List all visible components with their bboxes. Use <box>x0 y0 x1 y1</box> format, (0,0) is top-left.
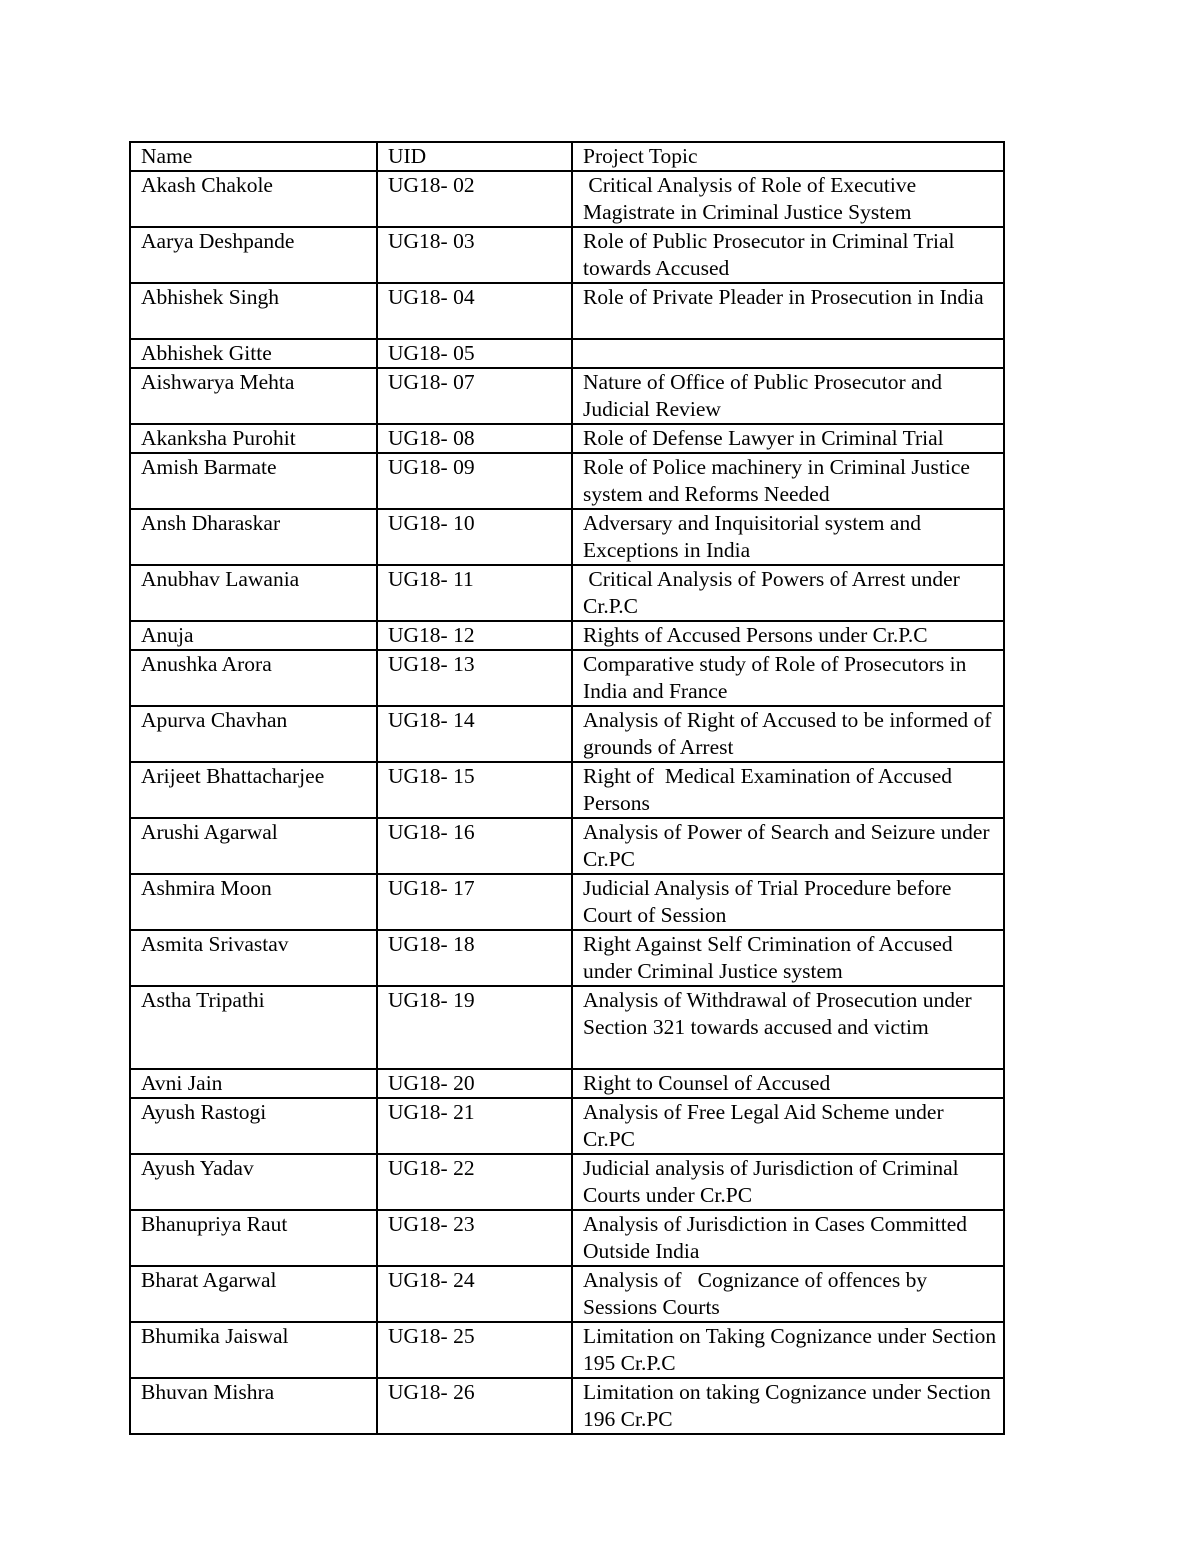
student-uid: UG18- 20 <box>377 1069 572 1098</box>
project-topic: Right to Counsel of Accused <box>572 1069 1004 1098</box>
student-name: Aarya Deshpande <box>130 227 377 283</box>
project-topic: Role of Police machinery in Criminal Justice system and Reforms Needed <box>572 453 1004 509</box>
student-uid: UG18- 21 <box>377 1098 572 1154</box>
student-name: Anushka Arora <box>130 650 377 706</box>
student-name: Astha Tripathi <box>130 986 377 1069</box>
student-uid: UG18- 19 <box>377 986 572 1069</box>
table-row <box>130 509 1004 565</box>
student-name: Asmita Srivastav <box>130 930 377 986</box>
student-name: Amish Barmate <box>130 453 377 509</box>
student-name: Abhishek Gitte <box>130 339 377 368</box>
table-row <box>130 1266 1004 1322</box>
student-name: Ayush Yadav <box>130 1154 377 1210</box>
table-row <box>130 986 1004 1069</box>
student-uid: UG18- 15 <box>377 762 572 818</box>
student-name: Abhishek Singh <box>130 283 377 339</box>
project-topic: Limitation on taking Cognizance under Section 196 Cr.PC <box>572 1378 1004 1434</box>
project-allocation-table <box>129 141 1005 1435</box>
student-uid: UG18- 24 <box>377 1266 572 1322</box>
project-topic: Nature of Office of Public Prosecutor and Judicial Review <box>572 368 1004 424</box>
table-row <box>130 1378 1004 1434</box>
table-row <box>130 1210 1004 1266</box>
table-row <box>130 368 1004 424</box>
student-name: Arushi Agarwal <box>130 818 377 874</box>
table-row <box>130 1154 1004 1210</box>
table-row <box>130 874 1004 930</box>
table-row <box>130 227 1004 283</box>
table-row <box>130 1069 1004 1098</box>
student-uid: UG18- 03 <box>377 227 572 283</box>
student-name: Arijeet Bhattacharjee <box>130 762 377 818</box>
student-uid: UG18- 08 <box>377 424 572 453</box>
table-row <box>130 1098 1004 1154</box>
student-uid: UG18- 05 <box>377 339 572 368</box>
project-topic: Critical Analysis of Role of Executive Magistrate in Criminal Justice System <box>572 171 1004 227</box>
student-uid: UG18- 09 <box>377 453 572 509</box>
project-topic: Critical Analysis of Powers of Arrest under Cr.P.C <box>572 565 1004 621</box>
project-topic: Right of Medical Examination of Accused Persons <box>572 762 1004 818</box>
student-uid: UG18- 23 <box>377 1210 572 1266</box>
student-uid: UG18- 14 <box>377 706 572 762</box>
student-name: Bhumika Jaiswal <box>130 1322 377 1378</box>
project-topic: Limitation on Taking Cognizance under Section 195 Cr.P.C <box>572 1322 1004 1378</box>
student-name: Ashmira Moon <box>130 874 377 930</box>
student-name: Ansh Dharaskar <box>130 509 377 565</box>
student-name: Bhanupriya Raut <box>130 1210 377 1266</box>
table-row <box>130 171 1004 227</box>
table-row <box>130 818 1004 874</box>
project-topic: Rights of Accused Persons under Cr.P.C <box>572 621 1004 650</box>
project-topic: Analysis of Free Legal Aid Scheme under Cr.PC <box>572 1098 1004 1154</box>
table-row <box>130 453 1004 509</box>
student-uid: UG18- 12 <box>377 621 572 650</box>
project-topic: Role of Public Prosecutor in Criminal Trial towards Accused <box>572 227 1004 283</box>
student-name: Apurva Chavhan <box>130 706 377 762</box>
table-row <box>130 650 1004 706</box>
project-topic: Role of Defense Lawyer in Criminal Trial <box>572 424 1004 453</box>
student-uid: UG18- 17 <box>377 874 572 930</box>
student-name: Anuja <box>130 621 377 650</box>
project-topic: Right Against Self Crimination of Accused under Criminal Justice system <box>572 930 1004 986</box>
project-topic: Analysis of Right of Accused to be informed of grounds of Arrest <box>572 706 1004 762</box>
project-topic: Analysis of Cognizance of offences by Sessions Courts <box>572 1266 1004 1322</box>
student-name: Bhuvan Mishra <box>130 1378 377 1434</box>
table-row <box>130 621 1004 650</box>
student-uid: UG18- 25 <box>377 1322 572 1378</box>
table-row <box>130 339 1004 368</box>
project-topic: Comparative study of Role of Prosecutors in India and France <box>572 650 1004 706</box>
table-header-row <box>130 142 1004 171</box>
project-topic: Analysis of Power of Search and Seizure under Cr.PC <box>572 818 1004 874</box>
student-uid: UG18- 07 <box>377 368 572 424</box>
table-row <box>130 283 1004 339</box>
table-row <box>130 930 1004 986</box>
table-row <box>130 424 1004 453</box>
table-row <box>130 1322 1004 1378</box>
project-topic: Analysis of Withdrawal of Prosecution under Section 321 towards accused and victim <box>572 986 1004 1069</box>
student-uid: UG18- 10 <box>377 509 572 565</box>
student-uid: UG18- 11 <box>377 565 572 621</box>
student-name: Bharat Agarwal <box>130 1266 377 1322</box>
student-name: Anubhav Lawania <box>130 565 377 621</box>
student-uid: UG18- 26 <box>377 1378 572 1434</box>
student-uid: UG18- 16 <box>377 818 572 874</box>
header-project-topic: Project Topic <box>572 142 1004 171</box>
student-name: Akanksha Purohit <box>130 424 377 453</box>
student-uid: UG18- 04 <box>377 283 572 339</box>
project-topic: Analysis of Jurisdiction in Cases Committed Outside India <box>572 1210 1004 1266</box>
student-uid: UG18- 13 <box>377 650 572 706</box>
project-topic <box>572 339 1004 368</box>
student-uid: UG18- 18 <box>377 930 572 986</box>
table-row <box>130 762 1004 818</box>
student-name: Avni Jain <box>130 1069 377 1098</box>
student-uid: UG18- 22 <box>377 1154 572 1210</box>
header-name: Name <box>130 142 377 171</box>
project-topic: Role of Private Pleader in Prosecution in India <box>572 283 1004 339</box>
student-name: Ayush Rastogi <box>130 1098 377 1154</box>
table-row <box>130 565 1004 621</box>
project-topic: Judicial Analysis of Trial Procedure before Court of Session <box>572 874 1004 930</box>
header-uid: UID <box>377 142 572 171</box>
project-topic: Adversary and Inquisitorial system and Exceptions in India <box>572 509 1004 565</box>
table-row <box>130 706 1004 762</box>
student-name: Aishwarya Mehta <box>130 368 377 424</box>
student-name: Akash Chakole <box>130 171 377 227</box>
student-uid: UG18- 02 <box>377 171 572 227</box>
project-topic: Judicial analysis of Jurisdiction of Criminal Courts under Cr.PC <box>572 1154 1004 1210</box>
